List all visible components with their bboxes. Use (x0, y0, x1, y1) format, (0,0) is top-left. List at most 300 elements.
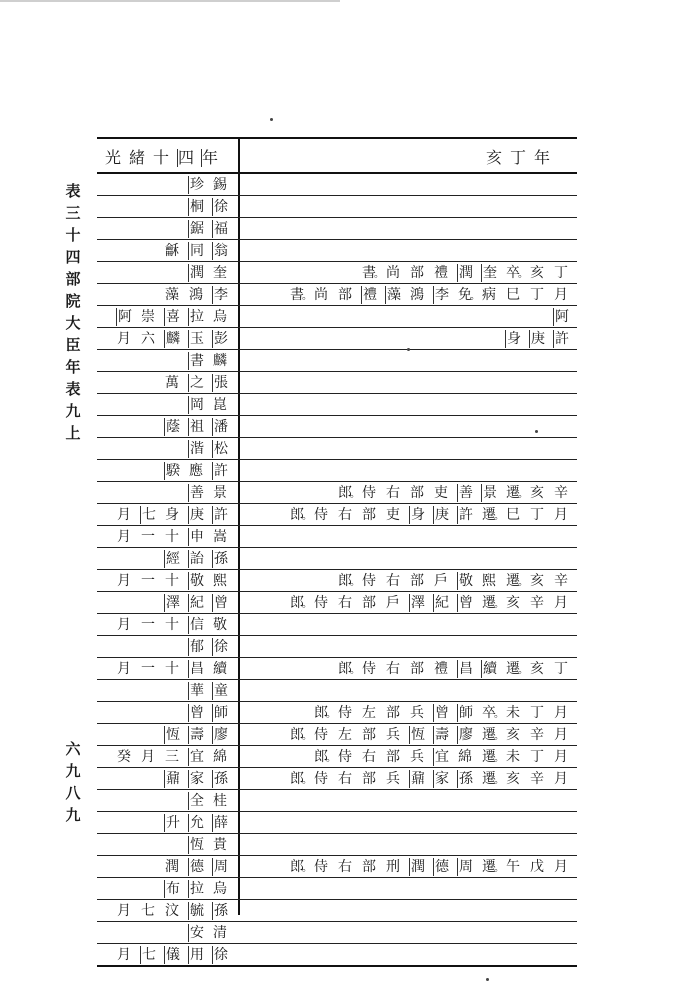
left-char: 壽 (190, 727, 204, 743)
table-row (97, 702, 577, 724)
left-cell (97, 438, 238, 460)
right-char: 月 (554, 859, 568, 875)
punct-circle: 。 (302, 511, 312, 522)
margin-title (58, 180, 88, 444)
left-cell (97, 548, 238, 570)
left-char: 藻 (165, 287, 179, 303)
punct-circle: 。 (326, 753, 336, 764)
right-cell (240, 856, 577, 878)
punct-circle: 。 (302, 731, 312, 742)
left-cell (97, 240, 238, 262)
right-cell (240, 196, 577, 218)
table-row (97, 240, 577, 262)
left-cell (97, 856, 238, 878)
right-cell (240, 878, 577, 900)
left-char: 十 (165, 661, 179, 677)
right-char: 戊 (530, 859, 544, 875)
left-char: 全 (190, 793, 204, 809)
table-row (97, 284, 577, 306)
left-char: 信 (190, 617, 204, 633)
left-char: 一 (141, 661, 155, 677)
right-cell (240, 746, 577, 768)
left-char: 麟 (213, 353, 227, 369)
header-char: 緒 (129, 148, 146, 167)
margin-char: 十 (65, 226, 81, 244)
right-char: 奎 (483, 265, 497, 281)
right-char: 許 (459, 507, 473, 523)
right-char: 遷 。 (481, 726, 497, 744)
right-char: 遷 。 (505, 484, 521, 502)
right-char: 月 (554, 727, 568, 743)
right-char: 侍 (362, 485, 376, 501)
left-char: 麟 (166, 331, 180, 347)
right-char: 部 (410, 265, 424, 281)
punct-circle: 。 (518, 269, 528, 280)
left-char: 福 (214, 221, 228, 237)
left-cell (97, 724, 238, 746)
left-char: 應 (189, 463, 203, 479)
left-char: 徐 (214, 639, 228, 655)
right-char: 左 (362, 705, 376, 721)
right-char: 辛 (530, 727, 544, 743)
right-cell (240, 790, 577, 812)
left-char: 潤 (190, 265, 204, 281)
right-char: 亥 (506, 771, 520, 787)
right-char: 家 (435, 771, 449, 787)
right-char: 亥 (530, 573, 544, 589)
left-char: 十 (165, 529, 179, 545)
right-cell (240, 658, 577, 680)
right-char: 郎 。 (289, 726, 305, 744)
right-char: 綿 (458, 749, 472, 765)
left-char: 崑 (213, 397, 227, 413)
right-char: 辛 (554, 573, 568, 589)
print-speck (270, 118, 273, 121)
left-cell (97, 900, 238, 922)
right-char: 侍 (314, 595, 328, 611)
right-char: 郎 。 (337, 484, 353, 502)
table-row (97, 680, 577, 702)
right-char: 遷 。 (481, 594, 497, 612)
left-char: 紀 (190, 595, 204, 611)
table-row (97, 306, 577, 328)
table-row (97, 548, 577, 570)
left-char: 月 (117, 507, 131, 523)
right-char: 病 (482, 287, 496, 303)
right-char: 部 (410, 485, 424, 501)
right-char: 郎 。 (337, 660, 353, 678)
header-char: 亥 (486, 148, 503, 167)
left-char: 許 (214, 507, 228, 523)
left-char: 景 (213, 485, 227, 501)
left-char: 童 (214, 683, 228, 699)
left-char: 一 (141, 529, 155, 545)
table-row (97, 350, 577, 372)
left-char: 廖 (214, 727, 228, 743)
left-char: 薛 (214, 815, 228, 831)
right-char: 遷 。 (505, 572, 521, 590)
left-char: 許 (214, 463, 228, 479)
right-char: 兵 (386, 727, 400, 743)
right-cell (240, 570, 577, 592)
left-cell (97, 174, 238, 196)
margin-char: 表 (65, 380, 81, 398)
right-char: 庚 (531, 331, 545, 347)
right-char: 潤 (411, 859, 425, 875)
left-char: 毓 (190, 903, 204, 919)
right-cell (240, 768, 577, 790)
left-char: 珍 (190, 177, 204, 193)
left-cell (97, 350, 238, 372)
right-char: 阿 (555, 309, 569, 325)
left-char: 恆 (166, 727, 180, 743)
right-char: 右 (338, 595, 352, 611)
right-char: 月 (554, 749, 568, 765)
left-char: 升 (166, 815, 180, 831)
margin-char: 上 (65, 424, 81, 442)
table-row (97, 526, 577, 548)
right-char: 遷 。 (481, 748, 497, 766)
right-char: 郎 。 (313, 704, 329, 722)
right-char: 亥 (506, 595, 520, 611)
left-char: 孫 (214, 903, 228, 919)
left-cell (97, 790, 238, 812)
left-char: 潤 (165, 859, 179, 875)
right-char: 部 (362, 507, 376, 523)
table-row (97, 790, 577, 812)
right-char: 侍 (362, 573, 376, 589)
punct-circle: 。 (350, 665, 360, 676)
right-char: 德 (435, 859, 449, 875)
left-char: 阿 (118, 309, 132, 325)
right-cell (240, 372, 577, 394)
left-char: 鼐 (166, 771, 180, 787)
left-char: 宜 (190, 749, 204, 765)
right-char: 部 (410, 573, 424, 589)
right-char: 尚 (314, 287, 328, 303)
right-char: 郎 。 (289, 506, 305, 524)
table-row (97, 636, 577, 658)
right-cell (240, 482, 577, 504)
left-char: 桐 (190, 199, 204, 215)
right-cell (240, 504, 577, 526)
right-cell (240, 174, 577, 196)
table-row (97, 812, 577, 834)
left-char: 安 (190, 925, 204, 941)
left-cell (97, 460, 238, 482)
right-cell (240, 394, 577, 416)
right-char: 辛 (554, 485, 568, 501)
margin-char: 部 (65, 270, 81, 288)
right-char: 部 (338, 287, 352, 303)
left-char: 張 (214, 375, 228, 391)
table-row (97, 218, 577, 240)
left-char: 湝 (190, 441, 204, 457)
left-char: 奎 (213, 265, 227, 281)
header-char: 年 (534, 148, 551, 167)
right-char: 侍 (314, 507, 328, 523)
punct-circle: 。 (518, 489, 528, 500)
right-char: 巳 (506, 507, 520, 523)
punct-circle: 。 (302, 775, 312, 786)
punct-circle: 。 (374, 269, 384, 280)
right-char: 李 (435, 287, 449, 303)
right-char: 遷 。 (481, 770, 497, 788)
left-char: 玉 (190, 331, 204, 347)
left-char: 喜 (166, 309, 180, 325)
left-char: 錫 (213, 177, 227, 193)
right-cell (240, 592, 577, 614)
left-char: 用 (190, 947, 204, 963)
right-char: 丁 (554, 661, 568, 677)
left-char: 月 (117, 331, 131, 347)
page-number-char: 九 (65, 806, 81, 824)
right-char: 澤 (411, 595, 425, 611)
right-char: 部 (386, 749, 400, 765)
left-cell (97, 328, 238, 350)
left-char: 申 (190, 529, 204, 545)
right-char: 左 (338, 727, 352, 743)
left-char: 經 (166, 551, 180, 567)
page-number (58, 738, 88, 826)
right-char: 丁 (554, 265, 568, 281)
right-char: 兵 (386, 771, 400, 787)
right-char: 紀 (435, 595, 449, 611)
margin-char: 三 (65, 204, 81, 222)
left-char: 月 (117, 573, 131, 589)
right-cell (240, 350, 577, 372)
left-char: 拉 (190, 881, 204, 897)
right-char: 侍 (362, 661, 376, 677)
left-cell (97, 922, 238, 944)
table-row (97, 570, 577, 592)
table-row (97, 768, 577, 790)
right-char: 月 (554, 287, 568, 303)
left-cell (97, 262, 238, 284)
right-char: 丁 (530, 749, 544, 765)
right-cell (240, 328, 577, 350)
punct-circle: 。 (518, 665, 528, 676)
table-row (97, 900, 577, 922)
right-char: 戶 (434, 573, 448, 589)
print-speck (535, 430, 538, 433)
left-char: 月 (117, 947, 131, 963)
left-char: 之 (190, 375, 204, 391)
right-char: 郎 。 (289, 858, 305, 876)
left-cell (97, 570, 238, 592)
right-char: 未 (506, 749, 520, 765)
right-char: 郎 。 (289, 770, 305, 788)
right-cell (240, 680, 577, 702)
punct-circle: 。 (302, 291, 312, 302)
left-char: 周 (214, 859, 228, 875)
left-char: 崇 (141, 309, 155, 325)
right-char: 右 (362, 749, 376, 765)
right-char: 部 (362, 595, 376, 611)
left-char: 龢 (165, 243, 179, 259)
right-char: 亥 (530, 265, 544, 281)
right-char: 郎 。 (313, 748, 329, 766)
left-char: 七 (142, 507, 156, 523)
right-char: 庚 (435, 507, 449, 523)
right-char: 郎 。 (289, 594, 305, 612)
right-char: 右 (338, 771, 352, 787)
left-char: 家 (190, 771, 204, 787)
right-char: 月 (554, 595, 568, 611)
page-number-char: 八 (65, 784, 81, 802)
right-cell (240, 526, 577, 548)
margin-char: 九 (65, 402, 81, 420)
punct-circle: 。 (494, 775, 504, 786)
right-char: 月 (554, 771, 568, 787)
left-char: 允 (190, 815, 204, 831)
right-cell (240, 306, 577, 328)
right-char: 兵 (410, 749, 424, 765)
left-cell (97, 218, 238, 240)
right-char: 右 (386, 661, 400, 677)
left-char: 月 (117, 617, 131, 633)
right-char: 鴻 (410, 287, 424, 303)
right-char: 曾 (459, 595, 473, 611)
left-char: 一 (141, 573, 155, 589)
page-number-char: 六 (65, 740, 81, 758)
table-row (97, 482, 577, 504)
table-row (97, 372, 577, 394)
left-char: 蔭 (166, 419, 180, 435)
right-cell (240, 416, 577, 438)
punct-circle: 。 (302, 599, 312, 610)
right-char: 辛 (530, 595, 544, 611)
punct-circle: 。 (494, 863, 504, 874)
punct-circle: 。 (326, 709, 336, 720)
left-char: 祖 (190, 419, 204, 435)
left-char: 續 (213, 661, 227, 677)
right-char: 丁 (530, 287, 544, 303)
left-char: 月 (141, 749, 155, 765)
left-cell (97, 812, 238, 834)
left-char: 詒 (190, 551, 204, 567)
right-char: 吏 (386, 507, 400, 523)
table-row (97, 746, 577, 768)
left-char: 郁 (190, 639, 204, 655)
left-char: 德 (190, 859, 204, 875)
left-char: 六 (141, 331, 155, 347)
table-row (97, 504, 577, 526)
left-char: 孫 (214, 771, 228, 787)
right-char: 亥 (506, 727, 520, 743)
left-char: 華 (190, 683, 204, 699)
right-char: 許 (555, 331, 569, 347)
left-cell (97, 834, 238, 856)
right-char: 部 (362, 727, 376, 743)
right-cell (240, 636, 577, 658)
left-char: 萬 (165, 375, 179, 391)
left-cell (97, 526, 238, 548)
print-speck (407, 348, 410, 351)
top-edge-mark (0, 0, 340, 2)
punct-circle: 。 (494, 709, 504, 720)
left-char: 昌 (190, 661, 204, 677)
punct-circle: 。 (494, 753, 504, 764)
right-char: 部 (386, 705, 400, 721)
header-right (240, 147, 577, 169)
punct-circle: 。 (350, 577, 360, 588)
right-char: 周 (459, 859, 473, 875)
table-row (97, 724, 577, 746)
margin-char: 年 (65, 358, 81, 376)
left-char: 翁 (214, 243, 228, 259)
right-char: 辛 (530, 771, 544, 787)
right-char: 壽 (435, 727, 449, 743)
right-char: 卒 。 (505, 264, 521, 282)
table-row (97, 922, 577, 944)
left-char: 七 (141, 903, 155, 919)
left-char: 十 (165, 573, 179, 589)
right-char: 身 (411, 507, 425, 523)
left-cell (97, 614, 238, 636)
punct-circle: 。 (470, 291, 480, 302)
left-char: 綿 (213, 749, 227, 765)
left-cell (97, 680, 238, 702)
punct-circle: 。 (518, 577, 528, 588)
right-cell (240, 834, 577, 856)
left-char: 敬 (213, 617, 227, 633)
left-cell (97, 372, 238, 394)
right-char: 侍 (314, 727, 328, 743)
header-char: 丁 (510, 148, 527, 167)
right-char: 丁 (530, 507, 544, 523)
right-cell (240, 900, 577, 922)
margin-char: 四 (65, 248, 81, 266)
right-cell (240, 240, 577, 262)
left-char: 敬 (190, 573, 204, 589)
left-char: 月 (117, 661, 131, 677)
right-char: 亥 (530, 661, 544, 677)
right-char: 鼐 (411, 771, 425, 787)
left-char: 徐 (214, 199, 228, 215)
punct-circle: 。 (302, 863, 312, 874)
margin-char: 大 (65, 314, 81, 332)
left-char: 潘 (214, 419, 228, 435)
left-char: 騤 (166, 463, 180, 479)
table-row (97, 856, 577, 878)
table-row (97, 196, 577, 218)
margin-char: 臣 (65, 336, 81, 354)
right-char: 午 (506, 859, 520, 875)
left-char: 汶 (165, 903, 179, 919)
punct-circle: 。 (494, 731, 504, 742)
right-cell (240, 944, 577, 966)
right-char: 遷 。 (481, 506, 497, 524)
left-char: 月 (117, 903, 131, 919)
right-char: 恆 (411, 727, 425, 743)
row-rule (97, 965, 577, 967)
left-char: 十 (165, 617, 179, 633)
right-char: 藻 (387, 287, 401, 303)
table-row (97, 174, 577, 196)
left-cell (97, 944, 238, 966)
right-cell (240, 262, 577, 284)
right-char: 宜 (435, 749, 449, 765)
right-cell (240, 702, 577, 724)
right-char: 廖 (459, 727, 473, 743)
left-cell (97, 592, 238, 614)
left-char: 孫 (214, 551, 228, 567)
right-cell (240, 812, 577, 834)
left-cell (97, 878, 238, 900)
left-char: 烏 (213, 309, 227, 325)
print-speck (486, 978, 489, 981)
